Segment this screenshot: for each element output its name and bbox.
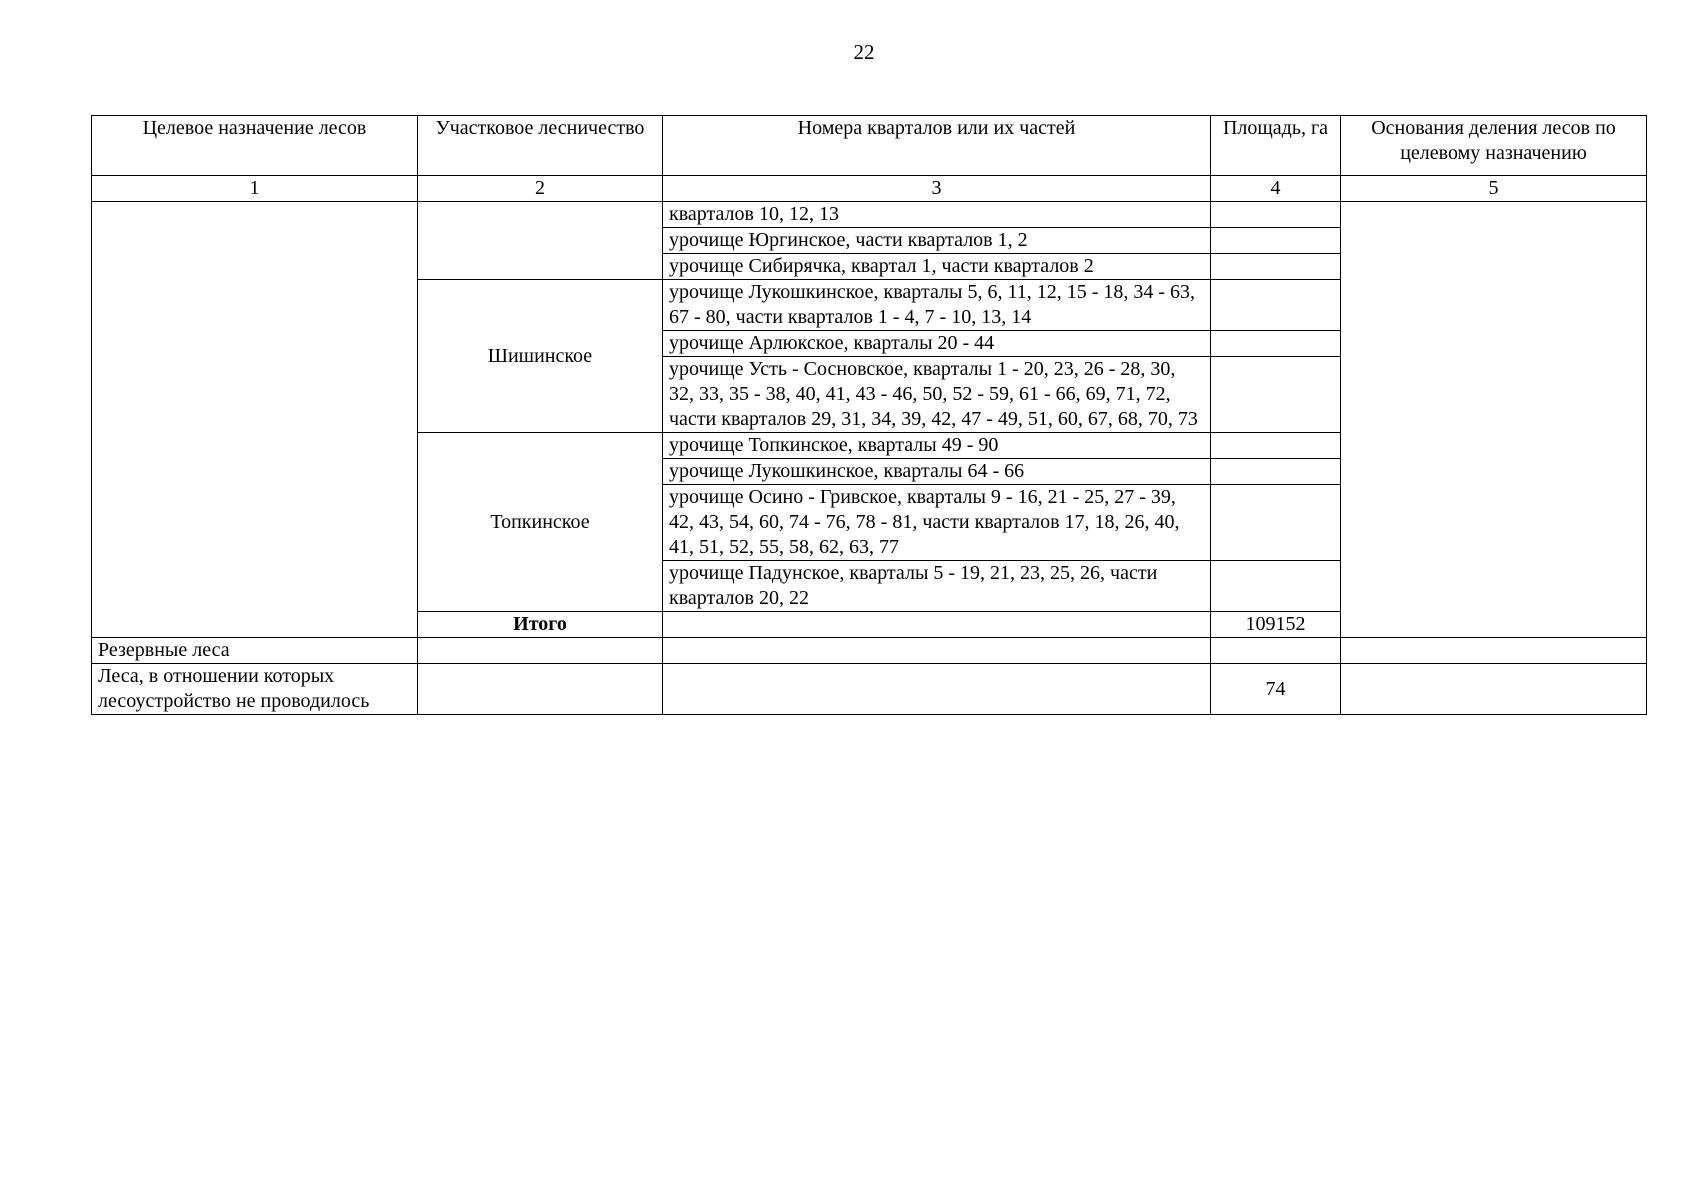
header-quarters: Номера кварталов или их частей [663,116,1211,176]
quarters-cell: урочище Лукошкинское, кварталы 5, 6, 11, 12, 15 - 18, 34 - 63, 67 - 80, части кварталов 1 - 4, 7 - 10, 13, 14 [663,280,1211,331]
forestry-cell [418,638,663,664]
quarters-cell: урочище Арлюкское, кварталы 20 - 44 [663,331,1211,357]
forestry-cell: Топкинское [418,433,663,612]
quarters-cell [663,612,1211,638]
quarters-cell: урочище Лукошкинское, кварталы 64 - 66 [663,459,1211,485]
area-cell [1211,202,1341,228]
column-number: 3 [663,176,1211,202]
unmanaged-area: 74 [1211,664,1341,715]
area-cell [1211,357,1341,433]
area-cell [1211,459,1341,485]
basis-cell [1341,664,1647,715]
area-cell [1211,280,1341,331]
table-row [92,202,1647,228]
area-cell [1211,254,1341,280]
header-forestry: Участковое лесничество [418,116,663,176]
area-cell [1211,638,1341,664]
quarters-cell: урочище Юргинское, части кварталов 1, 2 [663,228,1211,254]
header-basis: Основания деления лесов по целевому назначению [1341,116,1647,176]
quarters-cell: кварталов 10, 12, 13 [663,202,1211,228]
area-cell [1211,228,1341,254]
quarters-cell: урочище Топкинское, кварталы 49 - 90 [663,433,1211,459]
forestry-cell [418,664,663,715]
quarters-cell: урочище Усть - Сосновское, кварталы 1 - 20, 23, 26 - 28, 30, 32, 33, 35 - 38, 40, 41, 43 - 46, 50, 52 - 59, 61 - 66, 69, 71, 72, части кварталов 29, 31, 34, 39, 42, 47 - 49, 51, 60, 67, 68, 70, 73 [663,357,1211,433]
quarters-cell: урочище Осино - Гривское, кварталы 9 - 16, 21 - 25, 27 - 39, 42, 43, 54, 60, 74 - 76, 78 - 81, части кварталов 17, 18, 26, 40, 41, 51, 52, 55, 58, 62, 63, 77 [663,485,1211,561]
column-number-row [92,176,1647,202]
reserve-row [92,638,1647,664]
reserve-label: Резервные леса [92,638,418,664]
quarters-cell: урочище Падунское, кварталы 5 - 19, 21, 23, 25, 26, части кварталов 20, 22 [663,561,1211,612]
forestry-cell: Шишинское [418,280,663,433]
header-row [92,116,1647,176]
forestry-cell [418,202,663,280]
unmanaged-label: Леса, в отношении которых лесоустройство не проводилось [92,664,418,715]
quarters-cell: урочище Сибирячка, квартал 1, части кварталов 2 [663,254,1211,280]
total-area: 109152 [1211,612,1341,638]
page-number: 22 [853,40,875,64]
unmanaged-row [92,664,1647,715]
area-cell [1211,433,1341,459]
column-number: 1 [92,176,418,202]
purpose-cell [92,202,418,638]
quarters-cell [663,664,1211,715]
column-number: 4 [1211,176,1341,202]
quarters-cell [663,638,1211,664]
column-number: 5 [1341,176,1647,202]
header-area: Площадь, га [1211,116,1341,176]
column-number: 2 [418,176,663,202]
area-cell [1211,485,1341,561]
basis-cell [1341,638,1647,664]
total-label: Итого [418,612,663,638]
area-cell [1211,331,1341,357]
forest-purpose-table [91,115,1647,715]
basis-cell [1341,202,1647,638]
area-cell [1211,561,1341,612]
header-purpose: Целевое назначение лесов [92,116,418,176]
